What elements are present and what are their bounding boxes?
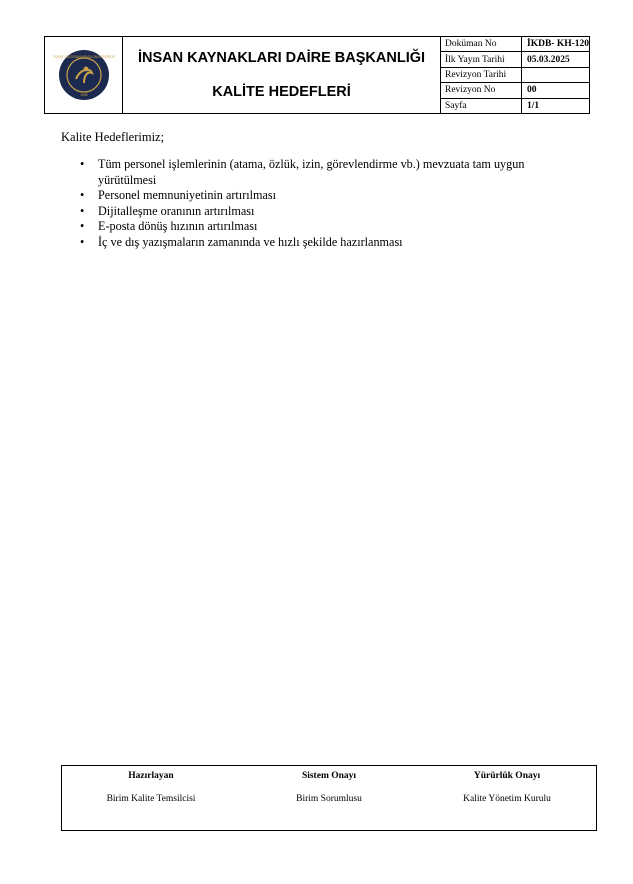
title-cell xyxy=(123,37,441,113)
meta-label: İlk Yayın Tarihi xyxy=(441,52,522,66)
meta-label: Doküman No xyxy=(441,37,522,51)
bullet-icon: • xyxy=(80,188,85,202)
document-title: KALİTE HEDEFLERİ xyxy=(212,84,351,100)
logo-year: 1992 xyxy=(79,93,88,97)
meta-row-revision-no xyxy=(441,83,589,98)
goal-text: Dijitalleşme oranının artırılması xyxy=(98,203,255,218)
bullet-icon: • xyxy=(80,203,85,218)
bullet-icon: • xyxy=(80,234,85,249)
approval-heading: Yürürlük Onayı xyxy=(473,771,541,781)
list-item xyxy=(80,157,550,188)
approval-value: Birim Sorumlusu xyxy=(296,794,362,804)
meta-value xyxy=(522,68,589,82)
list-item xyxy=(80,235,550,251)
meta-value: İKDB- KH-120 xyxy=(527,39,590,50)
meta-row-document-no xyxy=(441,37,589,52)
meta-row-page xyxy=(441,99,589,113)
goal-text: E-posta dönüş hızının artırılması xyxy=(98,219,258,233)
list-item xyxy=(80,188,550,204)
approval-heading: Sistem Onayı xyxy=(301,771,357,781)
university-logo xyxy=(52,49,115,101)
meta-label: Revizyon No xyxy=(441,83,522,97)
approval-column-prepared xyxy=(62,766,240,830)
approval-value: Birim Kalite Temsilcisi xyxy=(106,794,196,804)
document-meta-table xyxy=(441,37,589,113)
bullet-icon: • xyxy=(80,219,85,233)
goals-list xyxy=(80,157,550,250)
meta-value: 00 xyxy=(527,85,537,96)
meta-row-revision-date xyxy=(441,68,589,83)
department-title: İNSAN KAYNAKLARI DAİRE BAŞKANLIĞI xyxy=(137,50,426,66)
logo-cell xyxy=(45,37,123,113)
list-item xyxy=(80,204,550,220)
meta-value: 1/1 xyxy=(527,100,540,111)
meta-value: 05.03.2025 xyxy=(527,54,570,65)
goals-intro: Kalite Hedeflerimiz; xyxy=(61,130,165,144)
goal-text: Tüm personel işlemlerinin (atama, özlük, izin, görevlendirme vb.) mevzuata tam uygun yürütülmesi xyxy=(98,157,525,187)
approval-column-system xyxy=(240,766,418,830)
list-item xyxy=(80,219,550,235)
approval-heading: Hazırlayan xyxy=(128,771,174,781)
logo-ring-text: TOKAT GAZİOSMANPAŞA ÜNİVERSİTESİ xyxy=(52,55,115,59)
meta-row-first-publish-date xyxy=(441,52,589,67)
goal-text: Personel memnuniyetinin artırılması xyxy=(98,188,277,202)
bullet-icon: • xyxy=(80,157,85,171)
approval-table xyxy=(61,765,597,831)
document-header xyxy=(44,36,590,114)
meta-label: Revizyon Tarihi xyxy=(441,68,522,82)
meta-label: Sayfa xyxy=(441,99,522,113)
approval-column-effective xyxy=(418,766,596,830)
approval-value: Kalite Yönetim Kurulu xyxy=(463,794,551,804)
goal-text: İç ve dış yazışmaların zamanında ve hızlı şekilde hazırlanması xyxy=(98,234,403,249)
